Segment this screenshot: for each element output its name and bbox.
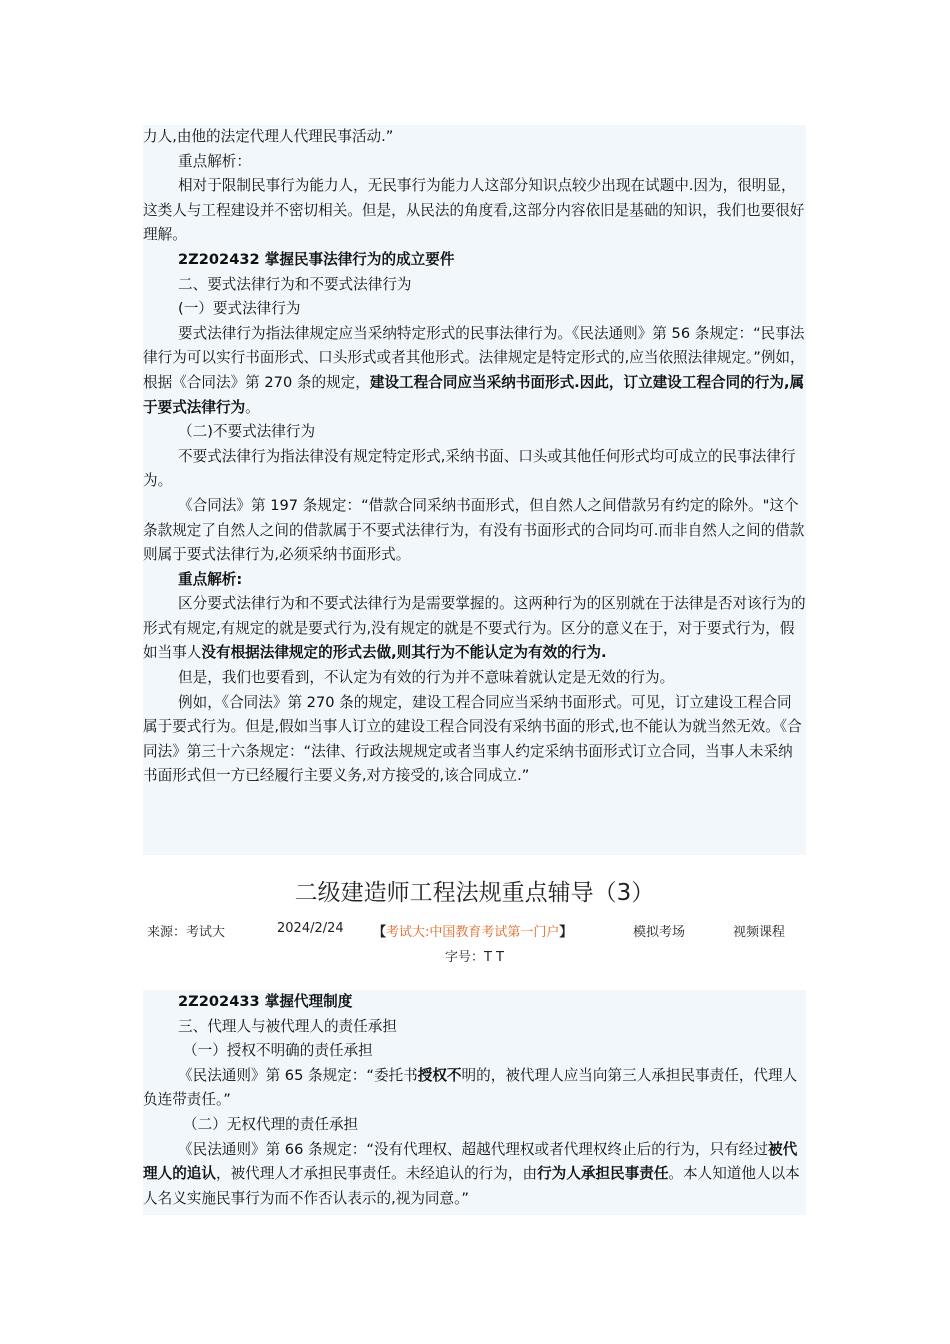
section-heading-2z202432 [143,248,806,273]
subheading-2-2: （二)不要式法律行为 [178,423,316,441]
bold-text: 授权不 [417,1066,462,1084]
video-course-link[interactable]: 视频课程 [733,925,786,940]
bracket-close: 】 [559,925,573,940]
para-yaoshi [143,322,806,420]
bold-text: 没有根据法律规定的形式去做,则其行为不能认定为有效的行为. [201,644,607,662]
text: 。 [245,398,260,416]
text: 《民法通则》第 66 条规定：“没有代理权、超越代理权或者代理权终止后的行为，只有经过 [178,1140,768,1158]
portal-link-group[interactable] [373,921,572,940]
text: 。本人知道他人以本人名义实施民事行为而不作否认表示的,视为同意。” [143,1165,800,1207]
para-buyaoshi: 不要式法律行为指法律没有规定特定形式,采纳书面、口头或其他任何形式均可成立的民事法律行为。 [143,447,796,490]
analysis-paragraph: 相对于限制民事行为能力人，无民事行为能力人这部分知识点较少出现在试题中.因为，很明显，这类人与工程建设并不密切相关。但是，从民法的角度看,这部分内容依旧是基础的知识，我们也要很好理解。 [143,177,805,244]
portal-link[interactable]: 考试大:中国教育考试第一门户 [386,925,560,940]
text: 明的，被代理人应当向第三人承担民事责任，代理人负连带责任。” [143,1066,798,1109]
bold-text: 行为人承担民事责任 [537,1165,669,1183]
para-danshi: 但是，我们也要看到，不认定为有效的行为并不意味着就认定是无效的行为。 [178,669,675,687]
para-article-197: 《合同法》第 197 条规定：“借款合同采纳书面形式，但自然人之间借款另有约定的除外。"这个条款规定了自然人之间的借款属于不要式法律行为，有没有书面形式的合同均可.而非自然人之间的借款则属于要式法律行为,必须采纳书面形式。 [143,496,805,564]
heading-text: 2Z202433 掌握代理制度 [178,993,353,1010]
para-continuation: 力人,由他的法定代理人代理民事活动.” [143,128,394,145]
text: 区分要式法律行为和不要式法律行为是需要掌握的。这两种行为的区别就在于法律是否对该行为的形式有规定,有规定的就是要式行为,没有规定的就是不要式行为。区分的意义在于，对于要式行为，假如当事人 [143,595,806,662]
subheading-3-1: （一）授权不明确的责任承担 [183,1042,373,1060]
bold-text: 建设工程合同应当采纳书面形式.因此，订立建设工程合同的行为,属于要式法律行为 [143,373,805,416]
text: 《民法通则》第 65 条规定：“委托书 [178,1066,418,1084]
text: ，被代理人才承担民事责任。未经追认的行为，由 [215,1165,538,1183]
para-article-66 [143,1138,806,1212]
publish-date: 2024/2/24 [277,921,344,936]
text: 要式法律行为指法律规定应当采纳特定形式的民事法律行为。《民法通则》第 56 条规定：“民事法律行为可以实行书面形式、口头形式或者其他形式。法律规定是特定形式的,应当依照法律规定。”例如，根据《合同法》第 270 条的规定， [143,324,805,391]
section-heading-2z202433 [143,990,806,1015]
subheading-3-2: （二）无权代理的责任承担 [183,1115,359,1133]
content-panel-2 [143,990,806,1215]
subheading-2-1: (一）要式法律行为 [178,300,301,318]
source-label: 来源：考试大 [147,925,226,940]
font-size-control[interactable]: 字号：T T [444,950,504,965]
bold-text: 重点解析: [178,570,243,588]
bold-text: 被代理人的追认 [143,1140,798,1183]
para-qufen [143,592,806,666]
content-panel-1 [143,125,806,855]
analysis-label: 重点解析： [178,152,251,170]
subheading-2: 二、要式法律行为和不要式法律行为 [178,275,412,293]
analysis-label-2 [143,568,806,593]
heading-text: 2Z202432 掌握民事法律行为的成立要件 [178,250,455,268]
para-liru: 例如，《合同法》第 270 条的规定，建设工程合同应当采纳书面形式。可见，订立建设工程合同属于要式行为。但是,假如当事人订立的建设工程合同没有采纳书面的形式,也不能认为就当然无效。《合同法》第三十六条规定：“法律、行政法规规定或者当事人约定采纳书面形式订立合同，当事人未采纳书面形式但一方已经履行主要义务,对方接受的,该合同成立.” [143,693,802,785]
article-title: 二级建造师工程法规重点辅导（3） [294,880,655,906]
para-article-65 [143,1064,806,1113]
subheading-3: 三、代理人与被代理人的责任承担 [178,1017,397,1035]
bracket-open: 【 [373,925,387,940]
mock-exam-link[interactable]: 模拟考场 [633,925,686,940]
